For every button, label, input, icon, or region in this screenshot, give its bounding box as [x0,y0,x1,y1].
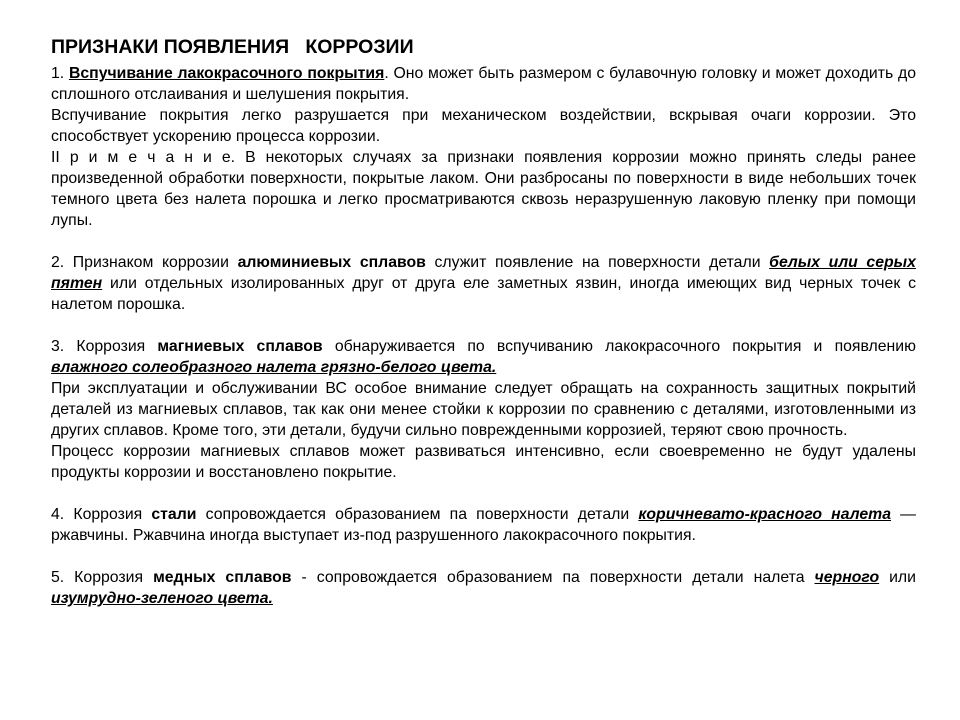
section-3-lead: 3. Коррозия [51,338,158,355]
section-2-mid: служит появление на поверхности детали [425,254,770,271]
section-5-highlight-1: черного [814,569,880,586]
section-5-conj: или [879,569,916,586]
section-1-number: 1. [51,65,69,82]
section-4-tail: — ржавчины. Ржавчина иногда выступает из-под разрушенного лакокрасочного покрытия. [51,506,916,544]
section-3-paragraph [51,336,916,378]
section-3-term: магниевых сплавов [157,338,323,355]
section-4-lead: 4. Коррозия [51,506,152,523]
section-5-mid: - сопровождается образованием па поверхности детали налета [291,569,815,586]
section-4-paragraph [51,504,916,546]
section-2-paragraph [51,252,916,315]
section-1-term: Вспучивание лакокрасочного покрытия [68,65,385,82]
spacer [51,231,916,252]
section-3-highlight: влажного солеобразного налета грязно-белого цвета. [51,359,497,376]
section-2-highlight: белых или серых пятен [51,254,916,292]
spacer [51,315,916,336]
section-4-mid: сопровождается образованием па поверхности детали [196,506,639,523]
section-5-lead: 5. Коррозия [51,569,154,586]
section-1-note: II р и м е ч а н и е. В некоторых случаях за признаки появления коррозии можно принять следы ранее произведенной обработки поверхности, покрытые лаком. Они разбросаны по поверхности в виде небольших точек темного цвета без налета порошка и легко просматриваются сквозь неразрушенную лаковую пленку при помощи лупы. [51,149,916,229]
section-3-paragraph-2: При эксплуатации и обслуживании ВС особое внимание следует обращать на сохранность защитных покрытий деталей из магниевых сплавов, так как они менее стойки к коррозии по сравнению с деталями, изготовленными из других сплавов. Кроме того, эти детали, будучи сильно поврежденными коррозией, теряют свою прочность. [51,380,916,439]
section-5-highlight-2: изумрудно-зеленого цвета. [51,590,273,607]
section-1-paragraph-2: Вспучивание покрытия легко разрушается при механическом воздействии, вскрывая очаги коррозии. Это способствует ускорению процесса коррозии. [51,107,916,145]
section-1-text: . Оно может быть размером с булавочную головку и может доходить до сплошного отслаивания и шелушения покрытия. [51,65,916,103]
section-5-paragraph [51,567,916,609]
section-2-term: алюминиевых сплавов [237,254,426,271]
section-3-paragraph-3: Процесс коррозии магниевых сплавов может развиваться интенсивно, если своевременно не будут удалены продукты коррозии и восстановлено покрытие. [51,443,916,481]
section-3-mid: обнаруживается по вспучиванию лакокрасочного покрытия и появлению [322,338,916,355]
section-2-lead: 2. Признаком коррозии [51,254,238,271]
section-1-paragraph [51,63,916,105]
section-2-tail: или отдельных изолированных друг от друга еле заметных язвин, иногда имеющих вид черных точек с налетом порошка. [51,275,916,313]
section-4-highlight: коричневато-красного налета [638,506,891,523]
section-5-term: медных сплавов [153,569,292,586]
section-4-term: стали [151,506,197,523]
page-title: ПРИЗНАКИ ПОЯВЛЕНИЯ КОРРОЗИИ [51,36,414,58]
spacer [51,546,916,567]
spacer [51,483,916,504]
